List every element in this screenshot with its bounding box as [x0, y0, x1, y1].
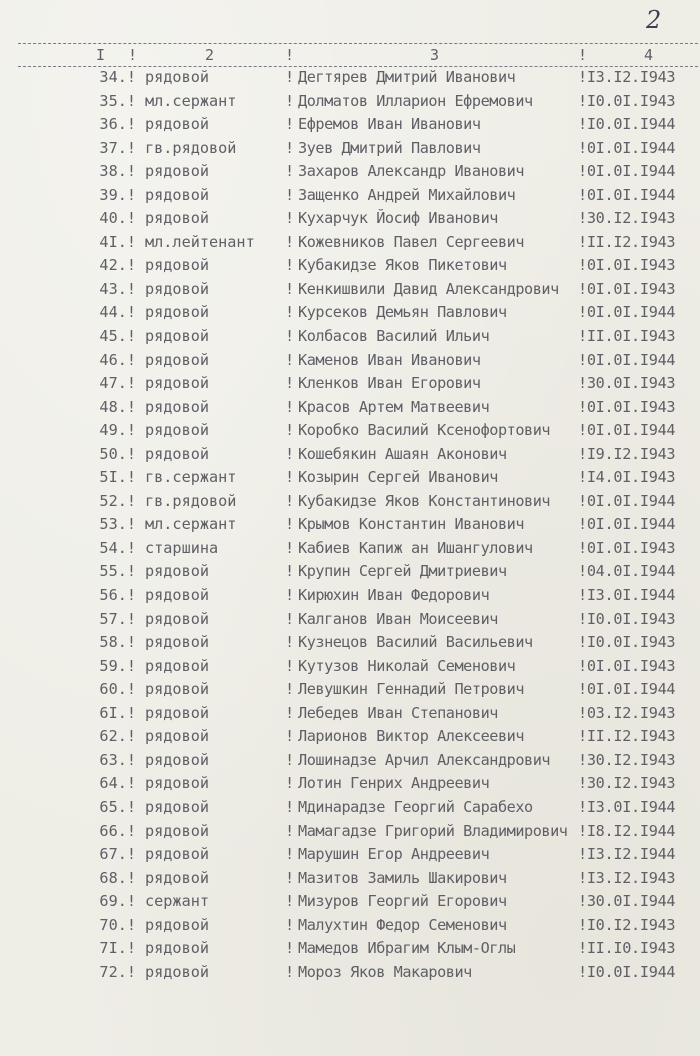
- row-number: 58.!: [99, 633, 136, 652]
- date-cell: !I3.0I.I944: [578, 797, 676, 816]
- rank-cell: рядовой: [145, 421, 210, 440]
- table-row: [0, 820, 700, 844]
- row-number: 6I.!: [99, 703, 136, 722]
- rank-cell: мл.сержант: [145, 91, 237, 110]
- rank-cell: рядовой: [145, 279, 210, 298]
- row-number: 69.!: [99, 892, 136, 911]
- column-separator: !: [285, 327, 295, 346]
- column-separator: !: [285, 421, 295, 440]
- row-number: 47.!: [99, 374, 136, 393]
- column-separator: !: [285, 915, 295, 934]
- date-cell: !I9.I2.I943: [578, 444, 676, 463]
- column-separator-2: !: [285, 46, 295, 64]
- row-number: 37.!: [99, 138, 136, 157]
- column-header-3: 3: [430, 46, 440, 64]
- rank-cell: рядовой: [145, 256, 210, 275]
- name-cell: Марушин Егор Андреевич: [298, 845, 490, 864]
- table-row: [0, 890, 700, 914]
- table-row: [0, 560, 700, 584]
- table-row: [0, 631, 700, 655]
- row-number: 66.!: [99, 821, 136, 840]
- column-separator: !: [285, 609, 295, 628]
- column-separator: !: [285, 91, 295, 110]
- table-row: [0, 537, 700, 561]
- rank-cell: рядовой: [145, 397, 210, 416]
- date-cell: !I3.0I.I944: [578, 586, 676, 605]
- table-row: [0, 90, 700, 114]
- table-row: [0, 443, 700, 467]
- rank-cell: рядовой: [145, 209, 210, 228]
- name-cell: Кузнецов Василий Васильевич: [298, 633, 533, 652]
- name-cell: Каменов Иван Иванович: [298, 350, 481, 369]
- name-cell: Кожевников Павел Сергеевич: [298, 232, 525, 251]
- name-cell: Мамагадзе Григорий Владимирович: [298, 821, 568, 840]
- row-number: 55.!: [99, 562, 136, 581]
- name-cell: Кошебякин Ашаян Аконович: [298, 444, 507, 463]
- date-cell: !30.0I.I944: [578, 892, 676, 911]
- table-row: [0, 772, 700, 796]
- row-number: 50.!: [99, 444, 136, 463]
- date-cell: !0I.0I.I944: [578, 303, 676, 322]
- name-cell: Захаров Александр Иванович: [298, 162, 525, 181]
- date-cell: !I0.0I.I943: [578, 633, 676, 652]
- column-separator: !: [285, 209, 295, 228]
- date-cell: !I0.0I.I944: [578, 962, 676, 981]
- date-cell: !I3.I2.I944: [578, 845, 676, 864]
- row-number: 40.!: [99, 209, 136, 228]
- date-cell: !I8.I2.I944: [578, 821, 676, 840]
- rank-cell: сержант: [145, 892, 210, 911]
- column-separator: !: [285, 821, 295, 840]
- row-number: 48.!: [99, 397, 136, 416]
- column-separator: !: [285, 727, 295, 746]
- date-cell: !0I.0I.I943: [578, 256, 676, 275]
- rank-cell: рядовой: [145, 915, 210, 934]
- name-cell: Козырин Сергей Иванович: [298, 468, 498, 487]
- rank-cell: рядовой: [145, 750, 210, 769]
- row-number: 7I.!: [99, 939, 136, 958]
- rank-cell: рядовой: [145, 350, 210, 369]
- table-row: [0, 325, 700, 349]
- rank-cell: рядовой: [145, 68, 210, 86]
- column-separator: !: [285, 138, 295, 157]
- rank-cell: гв.рядовой: [145, 138, 237, 157]
- name-cell: Коробко Василий Ксенофортович: [298, 421, 551, 440]
- name-cell: Зуев Дмитрий Павлович: [298, 138, 481, 157]
- table-row: [0, 584, 700, 608]
- column-separator: !: [285, 350, 295, 369]
- date-cell: !0I.0I.I944: [578, 515, 676, 534]
- row-number: 34.!: [99, 68, 136, 86]
- column-separator: !: [285, 586, 295, 605]
- name-cell: Левушкин Геннадий Петрович: [298, 680, 525, 699]
- rank-cell: мл.лейтенант: [145, 232, 255, 251]
- column-separator: !: [285, 115, 295, 134]
- name-cell: Красов Артем Матвеевич: [298, 397, 490, 416]
- column-separator: !: [285, 256, 295, 275]
- rank-cell: рядовой: [145, 162, 210, 181]
- column-separator: !: [285, 633, 295, 652]
- column-separator: !: [285, 797, 295, 816]
- date-cell: !I0.I2.I943: [578, 915, 676, 934]
- column-separator: !: [285, 939, 295, 958]
- rank-cell: рядовой: [145, 374, 210, 393]
- column-separator-1: !: [128, 46, 138, 64]
- name-cell: Колбасов Василий Ильич: [298, 327, 490, 346]
- column-header-1: I: [96, 46, 106, 64]
- row-number: 56.!: [99, 586, 136, 605]
- date-cell: !II.0I.I943: [578, 327, 676, 346]
- table-row: [0, 419, 700, 443]
- rank-cell: рядовой: [145, 939, 210, 958]
- date-cell: !30.I2.I943: [578, 209, 676, 228]
- page-number: 2: [646, 6, 662, 34]
- rank-cell: рядовой: [145, 185, 210, 204]
- column-separator: !: [285, 774, 295, 793]
- table-row: [0, 278, 700, 302]
- rank-cell: рядовой: [145, 821, 210, 840]
- table-row: [0, 961, 700, 985]
- column-separator: !: [285, 750, 295, 769]
- name-cell: Ефремов Иван Иванович: [298, 115, 481, 134]
- row-number: 70.!: [99, 915, 136, 934]
- date-cell: !0I.0I.I944: [578, 491, 676, 510]
- column-separator: !: [285, 680, 295, 699]
- rank-cell: гв.сержант: [145, 468, 237, 487]
- rank-cell: рядовой: [145, 774, 210, 793]
- rank-cell: рядовой: [145, 962, 210, 981]
- name-cell: Ларионов Виктор Алексеевич: [298, 727, 525, 746]
- row-number: 5I.!: [99, 468, 136, 487]
- date-cell: !I3.I2.I943: [578, 68, 676, 86]
- row-number: 72.!: [99, 962, 136, 981]
- date-cell: !II.I0.I943: [578, 939, 676, 958]
- table-row: [0, 349, 700, 373]
- name-cell: Кирюхин Иван Федорович: [298, 586, 490, 605]
- date-cell: !0I.0I.I944: [578, 162, 676, 181]
- row-number: 68.!: [99, 868, 136, 887]
- row-number: 46.!: [99, 350, 136, 369]
- row-number: 36.!: [99, 115, 136, 134]
- rank-cell: старшина: [145, 538, 219, 557]
- table-row: [0, 301, 700, 325]
- name-cell: Лотин Генрих Андреевич: [298, 774, 490, 793]
- rank-cell: рядовой: [145, 633, 210, 652]
- date-cell: !I4.0I.I943: [578, 468, 676, 487]
- name-cell: Долматов Илларион Ефремович: [298, 91, 533, 110]
- name-cell: Кенкишвили Давид Александрович: [298, 279, 559, 298]
- date-cell: !30.I2.I943: [578, 774, 676, 793]
- date-cell: !0I.0I.I943: [578, 656, 676, 675]
- rank-cell: рядовой: [145, 868, 210, 887]
- date-cell: !30.I2.I943: [578, 750, 676, 769]
- personnel-list: [0, 66, 700, 984]
- name-cell: Дегтярев Дмитрий Иванович: [298, 68, 516, 86]
- row-number: 65.!: [99, 797, 136, 816]
- name-cell: Малухтин Федор Семенович: [298, 915, 507, 934]
- row-number: 59.!: [99, 656, 136, 675]
- table-row: [0, 372, 700, 396]
- date-cell: !03.I2.I943: [578, 703, 676, 722]
- table-row: [0, 513, 700, 537]
- table-row: [0, 678, 700, 702]
- row-number: 60.!: [99, 680, 136, 699]
- table-row: [0, 749, 700, 773]
- rank-cell: рядовой: [145, 562, 210, 581]
- name-cell: Калганов Иван Моисеевич: [298, 609, 498, 628]
- name-cell: Кубакидзе Яков Пикетович: [298, 256, 507, 275]
- column-header-4: 4: [644, 46, 654, 64]
- table-row: [0, 796, 700, 820]
- date-cell: !0I.0I.I944: [578, 138, 676, 157]
- name-cell: Мамедов Ибрагим Клым-Оглы: [298, 939, 516, 958]
- column-separator: !: [285, 703, 295, 722]
- column-separator: !: [285, 562, 295, 581]
- date-cell: !0I.0I.I944: [578, 185, 676, 204]
- table-row: [0, 207, 700, 231]
- column-separator: !: [285, 162, 295, 181]
- row-number: 64.!: [99, 774, 136, 793]
- column-separator: !: [285, 845, 295, 864]
- table-row: [0, 137, 700, 161]
- rank-cell: рядовой: [145, 845, 210, 864]
- name-cell: Мазитов Замиль Шакирович: [298, 868, 507, 887]
- row-number: 4I.!: [99, 232, 136, 251]
- name-cell: Кубакидзе Яков Константинович: [298, 491, 551, 510]
- name-cell: Крымов Константин Иванович: [298, 515, 525, 534]
- column-header-2: 2: [205, 46, 215, 64]
- date-cell: !30.0I.I943: [578, 374, 676, 393]
- row-number: 42.!: [99, 256, 136, 275]
- name-cell: Лошинадзе Арчил Александрович: [298, 750, 551, 769]
- name-cell: Мдинарадзе Георгий Сарабехо: [298, 797, 533, 816]
- row-number: 67.!: [99, 845, 136, 864]
- date-cell: !0I.0I.I944: [578, 680, 676, 699]
- rank-cell: рядовой: [145, 797, 210, 816]
- table-row: [0, 702, 700, 726]
- column-separator-3: !: [578, 46, 588, 64]
- row-number: 52.!: [99, 491, 136, 510]
- row-number: 53.!: [99, 515, 136, 534]
- rank-cell: рядовой: [145, 303, 210, 322]
- rank-cell: рядовой: [145, 680, 210, 699]
- table-row: [0, 396, 700, 420]
- rank-cell: рядовой: [145, 327, 210, 346]
- header-rule-top: [18, 43, 698, 44]
- rank-cell: рядовой: [145, 444, 210, 463]
- table-row: [0, 843, 700, 867]
- rank-cell: рядовой: [145, 115, 210, 134]
- name-cell: Мизуров Георгий Егорович: [298, 892, 507, 911]
- table-row: [0, 867, 700, 891]
- row-number: 38.!: [99, 162, 136, 181]
- name-cell: Мороз Яков Макарович: [298, 962, 472, 981]
- date-cell: !04.0I.I944: [578, 562, 676, 581]
- table-row: [0, 184, 700, 208]
- column-separator: !: [285, 303, 295, 322]
- row-number: 57.!: [99, 609, 136, 628]
- row-number: 44.!: [99, 303, 136, 322]
- column-separator: !: [285, 515, 295, 534]
- row-number: 39.!: [99, 185, 136, 204]
- date-cell: !I3.I2.I943: [578, 868, 676, 887]
- table-row: [0, 655, 700, 679]
- table-row: [0, 160, 700, 184]
- date-cell: !0I.0I.I943: [578, 397, 676, 416]
- row-number: 35.!: [99, 91, 136, 110]
- name-cell: Крупин Сергей Дмитриевич: [298, 562, 507, 581]
- row-number: 49.!: [99, 421, 136, 440]
- rank-cell: рядовой: [145, 703, 210, 722]
- name-cell: Лебедев Иван Степанович: [298, 703, 498, 722]
- row-number: 63.!: [99, 750, 136, 769]
- column-separator: !: [285, 279, 295, 298]
- date-cell: !I0.0I.I944: [578, 115, 676, 134]
- table-row: [0, 914, 700, 938]
- column-separator: !: [285, 868, 295, 887]
- date-cell: !I0.0I.I943: [578, 609, 676, 628]
- name-cell: Кабиев Капиж ан Ишангулович: [298, 538, 533, 557]
- column-separator: !: [285, 232, 295, 251]
- row-number: 54.!: [99, 538, 136, 557]
- column-separator: !: [285, 491, 295, 510]
- table-row: [0, 466, 700, 490]
- column-separator: !: [285, 185, 295, 204]
- table-row: [0, 937, 700, 961]
- column-separator: !: [285, 538, 295, 557]
- table-row: [0, 231, 700, 255]
- name-cell: Кухарчук Йосиф Иванович: [298, 209, 498, 228]
- column-separator: !: [285, 468, 295, 487]
- date-cell: !0I.0I.I944: [578, 350, 676, 369]
- table-row: [0, 608, 700, 632]
- column-separator: !: [285, 68, 295, 86]
- date-cell: !0I.0I.I943: [578, 538, 676, 557]
- rank-cell: рядовой: [145, 609, 210, 628]
- rank-cell: рядовой: [145, 656, 210, 675]
- date-cell: !II.I2.I943: [578, 232, 676, 251]
- column-separator: !: [285, 962, 295, 981]
- name-cell: Защенко Андрей Михайлович: [298, 185, 516, 204]
- column-separator: !: [285, 374, 295, 393]
- row-number: 45.!: [99, 327, 136, 346]
- table-row: [0, 725, 700, 749]
- name-cell: Кленков Иван Егорович: [298, 374, 481, 393]
- name-cell: Курсеков Демьян Павлович: [298, 303, 507, 322]
- rank-cell: мл.сержант: [145, 515, 237, 534]
- name-cell: Кутузов Николай Семенович: [298, 656, 516, 675]
- table-row: [0, 254, 700, 278]
- date-cell: !I0.0I.I943: [578, 91, 676, 110]
- column-separator: !: [285, 656, 295, 675]
- table-row: [0, 113, 700, 137]
- column-separator: !: [285, 397, 295, 416]
- date-cell: !0I.0I.I943: [578, 279, 676, 298]
- row-number: 43.!: [99, 279, 136, 298]
- column-separator: !: [285, 444, 295, 463]
- rank-cell: рядовой: [145, 727, 210, 746]
- date-cell: !II.I2.I943: [578, 727, 676, 746]
- column-separator: !: [285, 892, 295, 911]
- row-number: 62.!: [99, 727, 136, 746]
- table-row: [0, 66, 700, 90]
- date-cell: !0I.0I.I944: [578, 421, 676, 440]
- rank-cell: гв.рядовой: [145, 491, 237, 510]
- table-row: [0, 490, 700, 514]
- rank-cell: рядовой: [145, 586, 210, 605]
